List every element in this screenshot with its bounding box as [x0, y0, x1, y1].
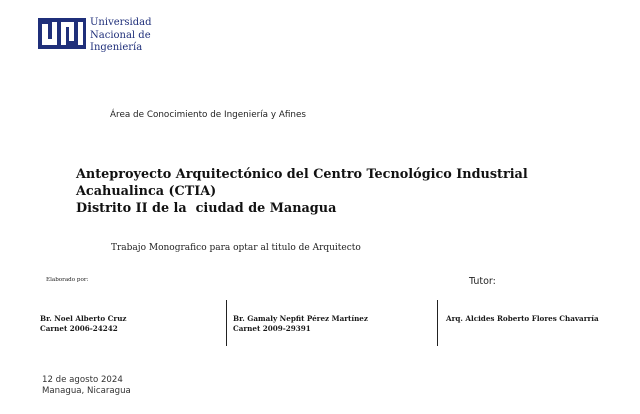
author-2	[233, 314, 368, 334]
title-line-2: Distrito II de la ciudad de Managua	[76, 201, 337, 216]
tutor-label: Tutor:	[469, 276, 496, 287]
knowledge-area: Área de Conocimiento de Ingeniería y Afines	[110, 110, 306, 120]
date-place	[42, 375, 131, 396]
column-divider	[226, 300, 227, 346]
uni-emblem-icon	[38, 18, 86, 49]
uni-logo	[38, 18, 152, 55]
elaborado-label: Elaborado por:	[46, 277, 89, 283]
author-1	[40, 314, 127, 334]
author-1-carnet: Carnet 2006-24242	[40, 323, 118, 333]
logo-line-3: Ingeniería	[90, 42, 143, 53]
logo-line-1: Universidad	[90, 17, 152, 28]
author-2-name: Br. Gamaly Nepfit Pérez Martínez	[233, 314, 368, 323]
column-divider	[437, 300, 438, 346]
document-place: Managua, Nicaragua	[42, 385, 131, 396]
document-title	[76, 166, 616, 217]
uni-logo-text	[90, 17, 152, 55]
title-line-1: Anteproyecto Arquitectónico del Centro Tecnológico Industrial Acahualinca (CTIA)	[76, 167, 528, 199]
logo-line-2: Nacional de	[90, 29, 151, 41]
document-date: 12 de agosto 2024	[42, 375, 123, 385]
monograph-subtitle: Trabajo Monografico para optar al titulo de Arquitecto	[111, 243, 361, 253]
tutor-name: Arq. Alcides Roberto Flores Chavarría	[446, 314, 599, 323]
author-1-name: Br. Noel Alberto Cruz	[40, 314, 127, 323]
author-2-carnet: Carnet 2009-29391	[233, 323, 311, 333]
tutor-block	[446, 314, 599, 324]
